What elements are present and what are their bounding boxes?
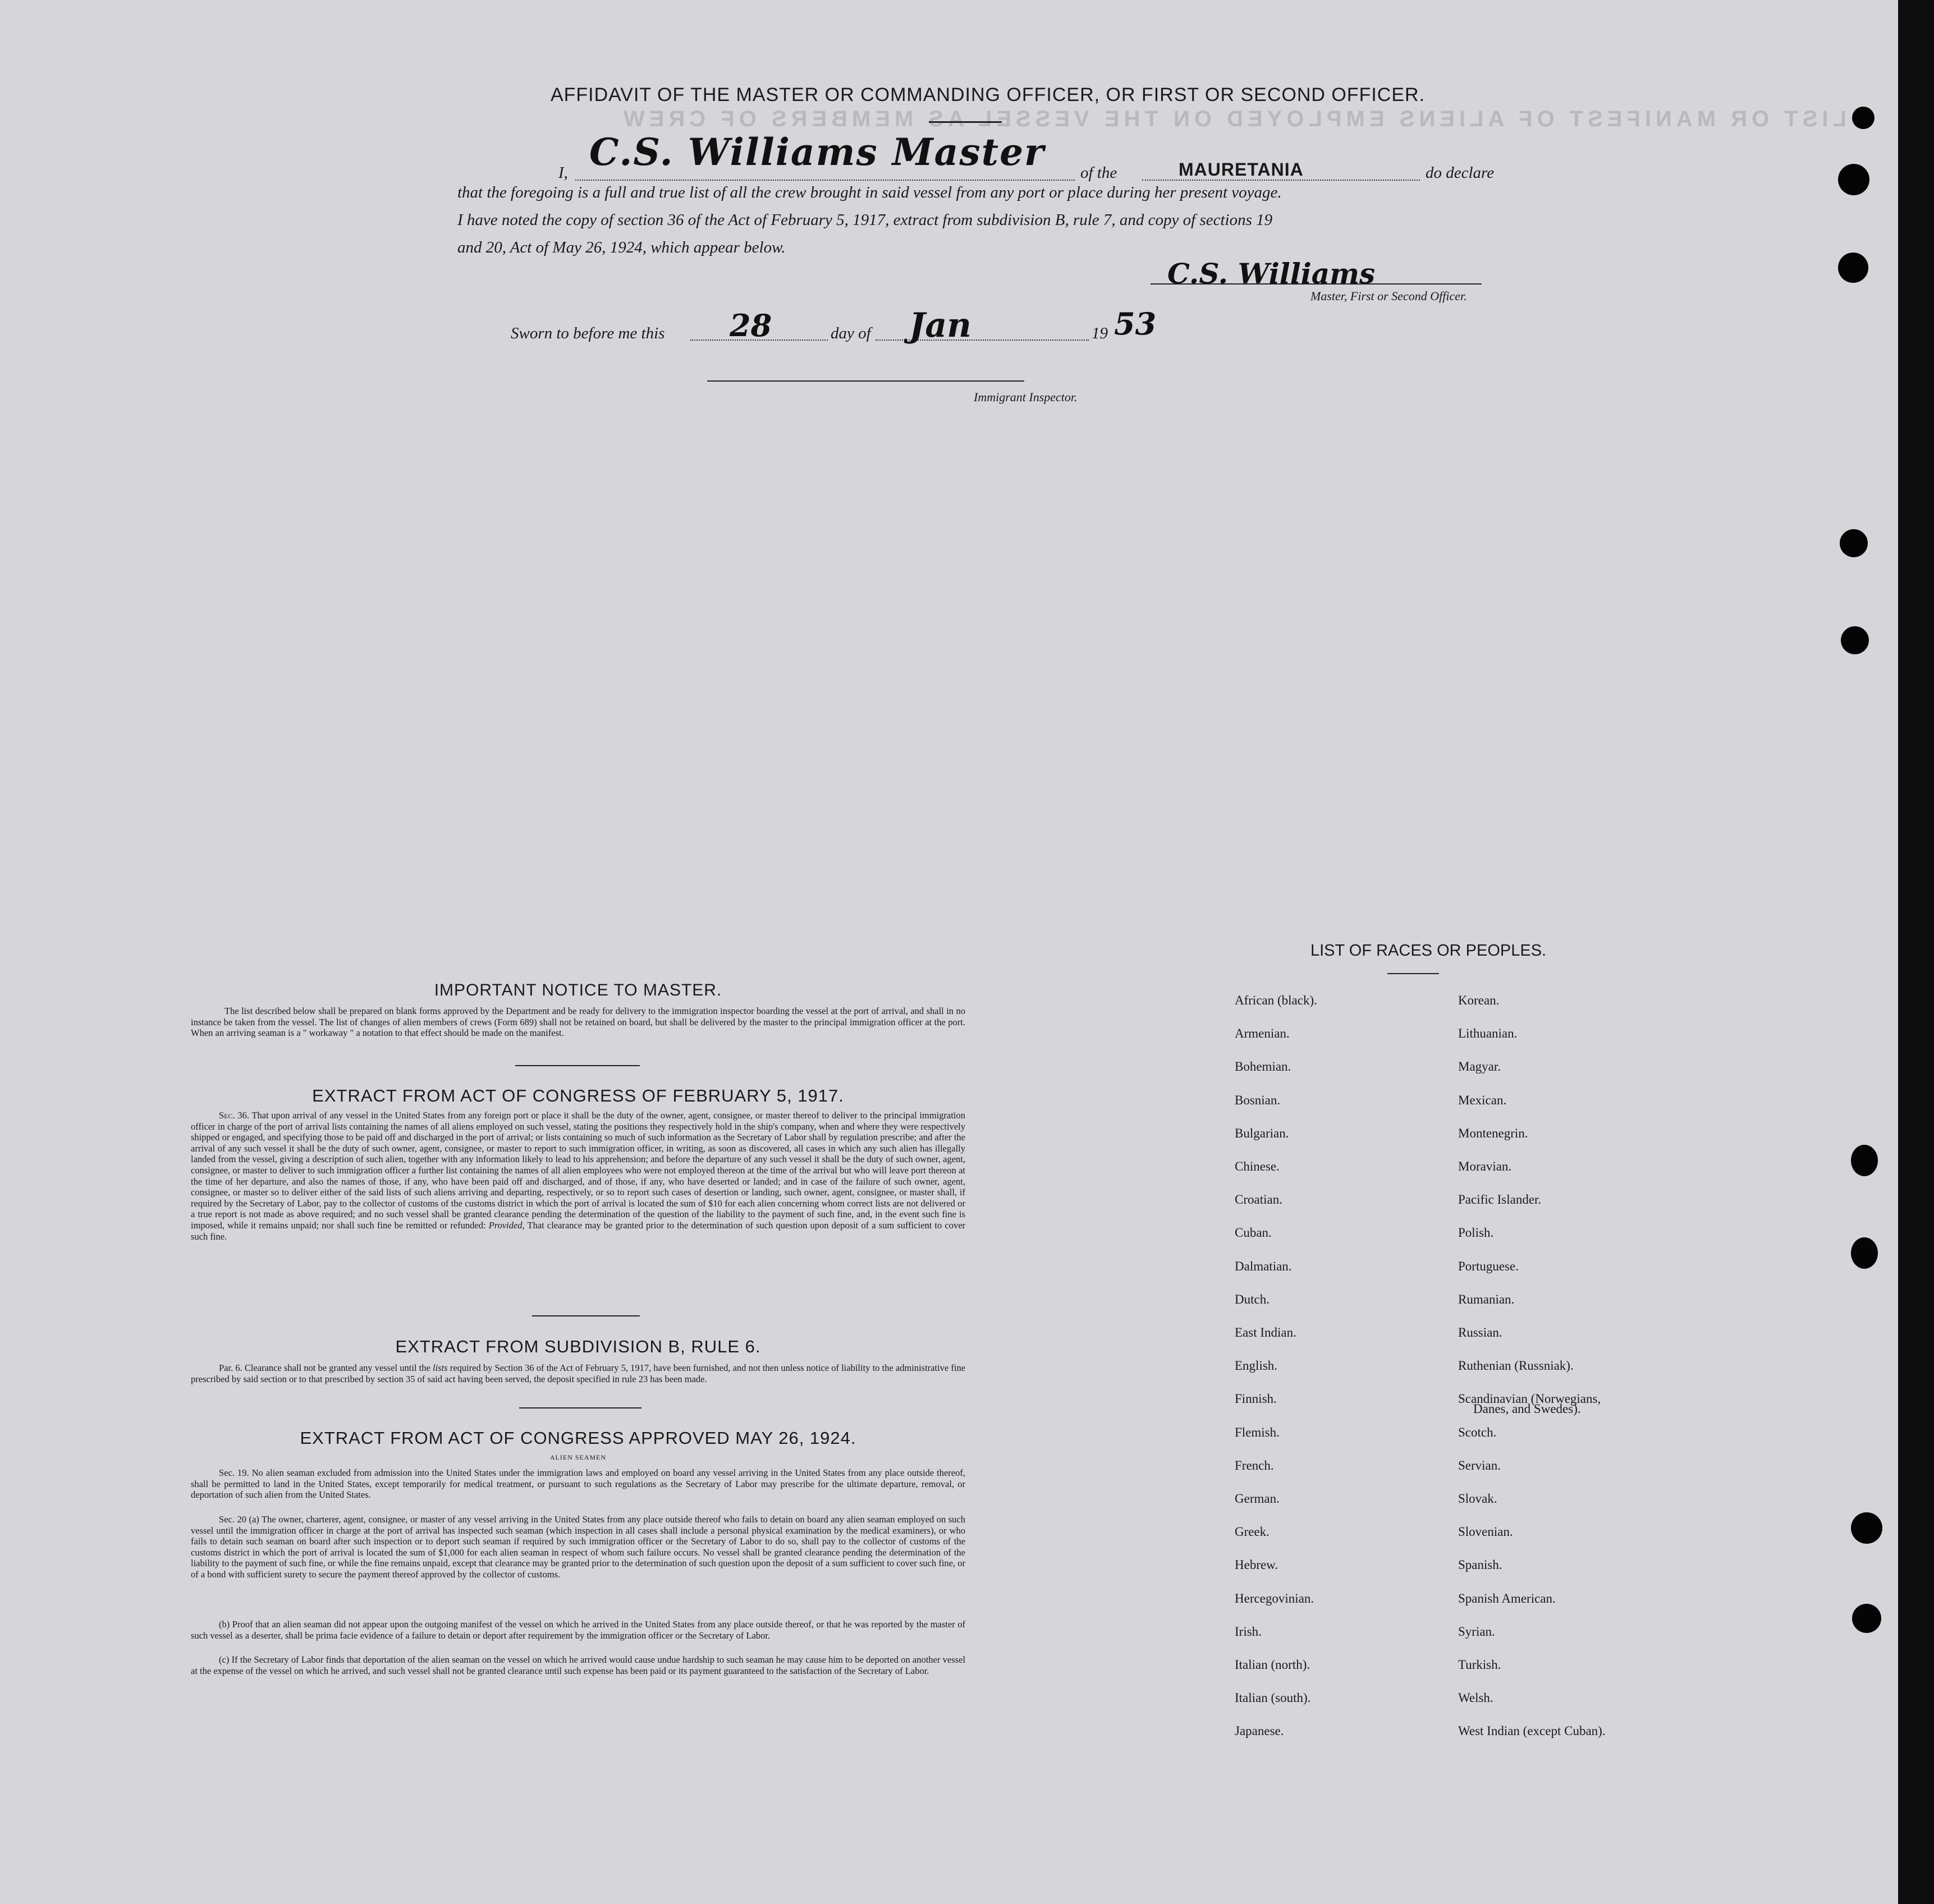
- race-item: German.: [1235, 1492, 1280, 1506]
- extract-1917-proviso-label: Provided,: [488, 1219, 525, 1231]
- punch-hole: [1840, 529, 1868, 557]
- race-item: Hercegovinian.: [1235, 1591, 1314, 1605]
- race-item: Chinese.: [1235, 1159, 1280, 1173]
- vessel-name: MAURETANIA: [1179, 159, 1304, 180]
- race-item: Bosnian.: [1235, 1093, 1281, 1107]
- race-item: Ruthenian (Russniak).: [1458, 1359, 1574, 1373]
- race-item: Syrian.: [1458, 1625, 1495, 1639]
- race-item: Japanese.: [1235, 1724, 1284, 1738]
- race-item: Italian (south).: [1235, 1691, 1311, 1705]
- extract-1924-subtitle: ALIEN SEAMEN: [549, 1453, 607, 1461]
- race-item: East Indian.: [1235, 1325, 1296, 1339]
- punch-hole: [1838, 164, 1869, 195]
- race-item: Servian.: [1458, 1458, 1501, 1472]
- race-item: Rumanian.: [1458, 1292, 1515, 1306]
- year-prefix: 19: [1092, 324, 1108, 342]
- declaration-line-1: that the foregoing is a full and true list of all the crew brought in said vessel from any port or place during her present voyage.: [457, 183, 1282, 201]
- race-item: Irish.: [1235, 1625, 1262, 1639]
- ghost-header: LIST OR MANIFEST OF ALIENS EMPLOYED ON THE VESSEL AS MEMBERS OF CREW: [618, 107, 1846, 131]
- race-item: Portuguese.: [1458, 1259, 1519, 1273]
- race-item: Pacific Islander.: [1458, 1192, 1542, 1206]
- punch-hole: [1838, 253, 1868, 283]
- extract-1924-sec20a: Sec. 20 (a) The owner, charterer, agent, consignee, or master of any vessel arriving in the United States from any place outside thereof who fails to detain on board any alien seaman employed on such vessel until the immigration officer in charge at the port of arrival has inspected such seaman (which inspection in all cases shall include a personal physical examination by the medical examiners), or who fails to detain such seaman on board after such inspection or to deport such seaman if required by such immigration officer or the Secretary of Labor to do so, shall pay to the collector of customs of the customs district in which the port of arrival is located the sum of $1,000 for each alien seaman in respect of whom such failure occurs. No vessel shall be granted clearance pending the determination of the liability to the payment of such fine, or while the fine remains unpaid, except that clearance may be granted prior to the determination of such question upon the deposit of a sum sufficient to cover such fine, or of a bond with sufficient surety to secure the payment thereof approved by the collector of customs.: [191, 1514, 965, 1580]
- race-item: Spanish American.: [1458, 1591, 1556, 1605]
- inspector-line: [707, 380, 1024, 382]
- notice-title: IMPORTANT NOTICE TO MASTER.: [434, 981, 722, 999]
- race-item: Welsh.: [1458, 1691, 1493, 1705]
- race-item: Bulgarian.: [1235, 1126, 1289, 1140]
- sworn-month-handwritten: Jan: [909, 306, 971, 345]
- signature-caption: Master, First or Second Officer.: [1310, 289, 1467, 303]
- race-item: Croatian.: [1235, 1192, 1282, 1206]
- extract-1917-text: [191, 1110, 965, 1242]
- extract-1917-title: EXTRACT FROM ACT OF CONGRESS OF FEBRUARY 5, 1917.: [312, 1086, 844, 1105]
- race-item: West Indian (except Cuban).: [1458, 1724, 1606, 1738]
- master-name-line: [575, 180, 1075, 181]
- punch-hole: [1851, 1512, 1882, 1544]
- inspector-caption: Immigrant Inspector.: [974, 390, 1078, 404]
- punch-hole: [1841, 626, 1869, 654]
- race-item: African (black).: [1235, 993, 1317, 1007]
- declaration-line-2: I have noted the copy of section 36 of the Act of February 5, 1917, extract from subdivision B, rule 7, and copy of sections 19: [457, 211, 1273, 229]
- sworn-month-line: [876, 339, 1089, 341]
- punch-hole: [1852, 1604, 1881, 1633]
- extract-1924-title: EXTRACT FROM ACT OF CONGRESS APPROVED MAY 26, 1924.: [300, 1428, 856, 1448]
- declaration-line-3: and 20, Act of May 26, 1924, which appear below.: [457, 238, 786, 256]
- affidavit-title: AFFIDAVIT OF THE MASTER OR COMMANDING OFFICER, OR FIRST OR SECOND OFFICER.: [550, 84, 1426, 105]
- extract-1924-sec20c: (c) If the Secretary of Labor finds that deportation of the alien seaman on the vessel on which he arrived would cause undue hardship to such seaman he may cause him to be deported on another vessel at the expense of the vessel on which he arrived, and such vessel shall not be granted clearance until such expense has been paid or its payment guaranteed to the satisfaction of the Secretary of Labor.: [191, 1654, 965, 1676]
- race-item: Lithuanian.: [1458, 1026, 1518, 1040]
- race-item: Italian (north).: [1235, 1658, 1310, 1672]
- race-item: Russian.: [1458, 1325, 1502, 1339]
- race-item: English.: [1235, 1359, 1278, 1373]
- race-item: Scotch.: [1458, 1425, 1497, 1439]
- race-item: Hebrew.: [1235, 1558, 1278, 1572]
- race-item: Slovenian.: [1458, 1525, 1513, 1539]
- extract-1924-sec19: Sec. 19. No alien seaman excluded from admission into the United States under the immigration laws and employed on board any vessel arriving in the United States from any place outside thereof, shall be permitted to land in the United States, except temporarily for medical treatment, or pursuant to such regulations as the Secretary of Labor may prescribe for the ultimate departure, removal, or deportation of such alien from the United States.: [191, 1467, 965, 1501]
- race-item: Turkish.: [1458, 1658, 1501, 1672]
- do-declare-label: do declare: [1426, 164, 1495, 182]
- race-item: Armenian.: [1235, 1026, 1290, 1040]
- race-item: Magyar.: [1458, 1059, 1501, 1073]
- of-the-label: of the: [1080, 164, 1117, 182]
- extract-1917-body: That upon arrival of any vessel in the United States from any foreign port or place it shall be the duty of the owner, agent, consignee, or master thereof to deliver to the principal immigration officer in charge of the port of arrival lists containing the names of all aliens employed on such vessel, stating the positions they respectively hold in the ship's company, when and where they were respectively shipped or engaged, and specifying those to be paid off and discharged in the port of arrival; or lists containing so much of such information as the Secretary of Labor shall by regulation prescribe; and after the arrival of any such vessel it shall be the duty of such owner, agent, consignee, or master to report to such immigration officer, in writing, as soon as discovered, all cases in which any such alien has illegally landed from the vessel, giving a description of such alien, together with any information likely to lead to his apprehension; and before the departure of any such vessel it shall be the duty of such owner, agent, consignee, or master to deliver to such immigration officer a further list containing the names of all alien employees who were not employed thereon at the time of the arrival but who will leave port thereon at the time of her departure, and also the names of those, if any, who have been paid off and discharged, and of those, if any, who have deserted or landed; and in case of the failure of such owner, agent, consignee, or master so to deliver either of the said lists of such aliens arriving and departing, respectively, or so to report such cases of desertion or landing, such owner, agent, consignee, or master shall, if required by the Secretary of Labor, pay to the collector of customs of the customs district in which the port of arrival is located the sum of $10 for each alien concerning whom correct lists are not delivered or a true report is not made as above required; and no such vessel shall be granted clearance pending the determination of the question of the liability to the payment of such fine, and, in the event such fine is imposed, while it remains unpaid; nor shall such fine be remitted or refunded:: [191, 1110, 965, 1231]
- race-item: Slovak.: [1458, 1492, 1497, 1506]
- race-item: Polish.: [1458, 1226, 1494, 1240]
- notice-divider: [515, 1065, 640, 1066]
- race-scandinavian-continued: Danes, and Swedes).: [1473, 1402, 1581, 1416]
- day-of-label: day of: [831, 324, 871, 342]
- race-item: Moravian.: [1458, 1159, 1512, 1173]
- sworn-day-handwritten: 28: [730, 308, 772, 343]
- extract-1917-sec-label: Sec. 36.: [219, 1110, 249, 1121]
- extract-1924-sec20b: (b) Proof that an alien seaman did not appear upon the outgoing manifest of the vessel on which he arrived in the United States from any place outside thereof, or that he was reported by the master of such vessel as a deserter, shall be prima facie evidence of a failure to detain or deport after requirement by the immigration officer or the Secretary of Labor.: [191, 1619, 965, 1641]
- extract-rule6-text: [191, 1362, 965, 1384]
- race-item: Cuban.: [1235, 1226, 1272, 1240]
- race-item: Finnish.: [1235, 1392, 1277, 1406]
- races-title: LIST OF RACES OR PEOPLES.: [1310, 942, 1547, 960]
- race-item: French.: [1235, 1458, 1274, 1472]
- race-item: Dalmatian.: [1235, 1259, 1292, 1273]
- race-item: Bohemian.: [1235, 1059, 1291, 1073]
- signature-handwritten: C.S. Williams: [1167, 257, 1376, 290]
- extract-rule6-title: EXTRACT FROM SUBDIVISION B, RULE 6.: [395, 1337, 761, 1356]
- race-item: Scandinavian (Norwegians,: [1458, 1392, 1601, 1406]
- i-label: I,: [558, 164, 568, 182]
- race-item: Mexican.: [1458, 1093, 1507, 1107]
- race-item: Flemish.: [1235, 1425, 1280, 1439]
- master-name-handwritten: C.S. Williams Master: [589, 130, 1045, 174]
- sworn-label: Sworn to before me this: [511, 324, 665, 342]
- extract-rule6-lists-word: lists: [433, 1362, 448, 1373]
- extract-1917-proviso-text: That clearance may be granted prior to the determination of such question upon deposit of a sum sufficient to cover such fine.: [191, 1219, 966, 1242]
- race-item: Dutch.: [1235, 1292, 1270, 1306]
- title-underline: [929, 121, 1002, 123]
- race-item: Greek.: [1235, 1525, 1270, 1539]
- race-item: Spanish.: [1458, 1558, 1502, 1572]
- extract-rule6-text-after: required by Section 36 of the Act of February 5, 1917, have been furnished, and not then unless notice of liability to the administrative fine prescribed by said section or to that prescribed by section 35 of said act having been served, the deposit specified in rule 23 has been made.: [191, 1362, 966, 1384]
- punch-hole: [1851, 1237, 1878, 1269]
- punch-hole: [1852, 107, 1875, 129]
- extract-rule6-divider: [519, 1407, 641, 1408]
- races-title-underline: [1387, 973, 1439, 974]
- extract-rule6-text-before: Par. 6. Clearance shall not be granted any vessel until the: [219, 1362, 430, 1373]
- punch-hole: [1851, 1145, 1878, 1176]
- race-item: Montenegrin.: [1458, 1126, 1528, 1140]
- race-item: Korean.: [1458, 993, 1500, 1007]
- extract-1917-divider: [532, 1315, 640, 1316]
- notice-text: The list described below shall be prepared on blank forms approved by the Department and be ready for delivery to the immigration inspector boarding the vessel at the port of arrival, and shall in no instance be taken from the vessel. The list of changes of alien members of crews (Form 689) shall not be retained on board, but shall be delivered by the master to the principal immigration officer at the port. When an arriving seaman is a " workaway " a notation to that effect should be made on the manifest.: [191, 1006, 965, 1039]
- year-suffix-handwritten: 53: [1114, 306, 1157, 342]
